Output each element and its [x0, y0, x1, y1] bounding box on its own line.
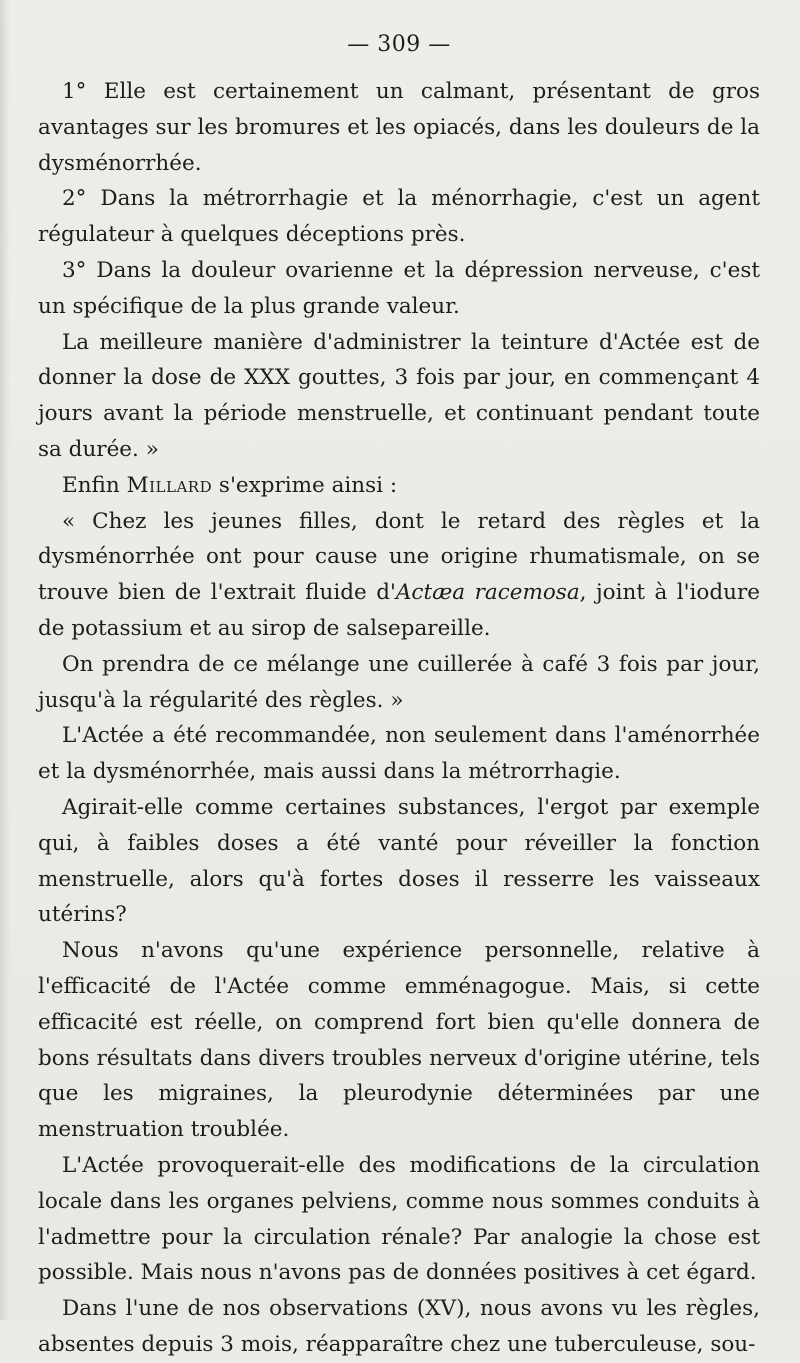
- paragraph: L'Actée a été recommandée, non seulement dans l'aménorrhée et la dysménorrhée, mais aussi dans la métrorrhagie.: [38, 723, 760, 785]
- paragraph: Dans l'une de nos observations (XV), nous avons vu les règles, absentes depuis 3 mois, réapparaître chez une tuberculeuse, sou-: [38, 1296, 760, 1357]
- paragraph: [38, 504, 760, 647]
- paragraph-text: Enfin: [62, 472, 127, 498]
- paragraph: Nous n'avons qu'une expérience personnelle, relative à l'efficacité de l'Actée comme emménagogue. Mais, si cette efficacité est réelle, on comprend fort bien qu'elle donnera de bons résultats dans divers troubles nerveux d'origine utérine, tels que les migraines, la pleurodynie déterminées par une menstruation troublée.: [38, 938, 760, 1143]
- paragraph: 3° Dans la douleur ovarienne et la dépression nerveuse, c'est un spécifique de la plus grande valeur.: [38, 257, 760, 319]
- paragraph-text: , joint à l'iodure de potassium et au sirop de salsepareille.: [38, 580, 760, 641]
- paragraph: Agirait-elle comme certaines substances, l'ergot par exemple qui, à faibles doses a été vanté pour réveiller la fonction menstruelle, alors qu'à fortes doses il resserre les vaisseaux utérins?: [38, 794, 760, 928]
- paragraph-text: s'exprime ainsi :: [212, 472, 398, 498]
- author-name: Millard: [126, 472, 213, 498]
- paragraph: L'Actée provoquerait-elle des modifications de la circulation locale dans les organes pelviens, comme nous sommes conduits à l'admettre pour la circulation rénale? Par analogie la chose est possible. Mais nous n'avons pas de données positives à cet égard.: [38, 1152, 760, 1286]
- paragraph: [38, 468, 760, 504]
- species-name: Actæa racemosa: [395, 580, 580, 606]
- paragraph: La meilleure manière d'administrer la teinture d'Actée est de donner la dose de XXX gouttes, 3 fois par jour, en commençant 4 jours avant la période menstruelle, et continuant pendant toute sa durée. »: [38, 329, 760, 462]
- page-number: — 309 —: [347, 32, 451, 57]
- paragraph-text: « Chez les jeunes filles, dont le retard des règles et la dysménorrhée ont pour cause une origine rhumatismale, on se trouve bien de l'extrait fluide d': [38, 508, 760, 606]
- page-body: [38, 74, 760, 1363]
- paragraph: 1° Elle est certainement un calmant, présentant de gros avantages sur les bromures et les opiacés, dans les douleurs de la dysménorrhée.: [38, 79, 760, 176]
- paragraph: 2° Dans la métrorrhagie et la ménorrhagie, c'est un agent régulateur à quelques déceptions près.: [38, 186, 760, 248]
- paragraph: On prendra de ce mélange une cuillerée à café 3 fois par jour, jusqu'à la régularité des règles. »: [38, 651, 760, 713]
